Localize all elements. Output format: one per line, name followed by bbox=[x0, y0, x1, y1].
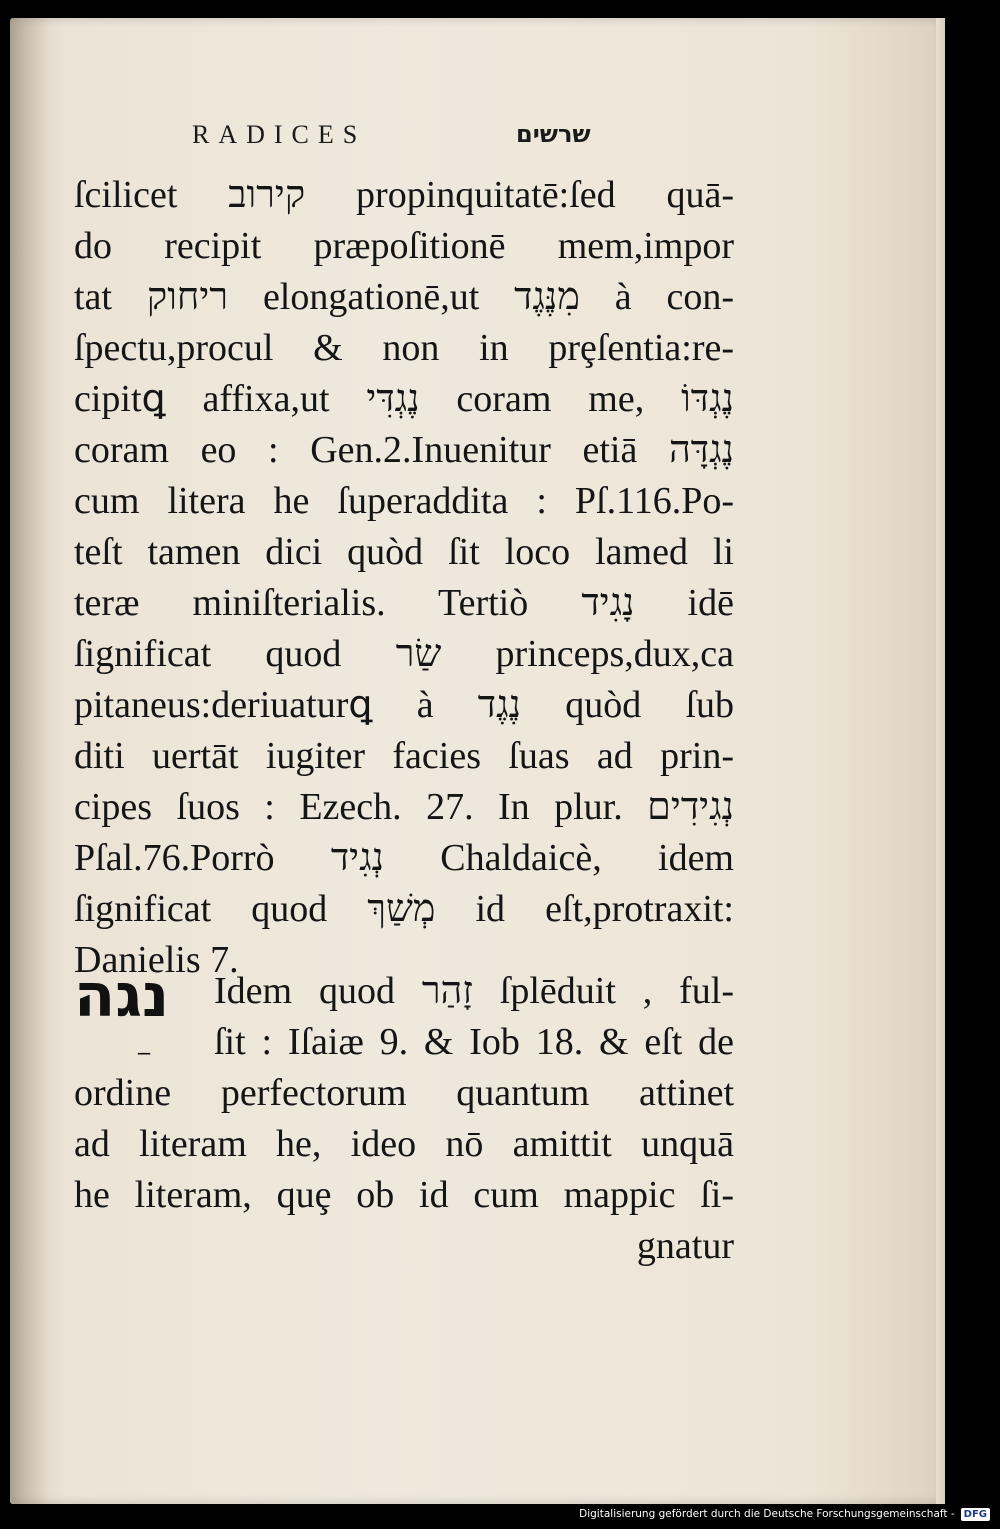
main-text bbox=[74, 170, 734, 986]
text-line: cum litera he ſuperaddita : Pſ.116.Po- bbox=[74, 480, 734, 522]
text-line: he literam, quȩ ob id cum mappic ſi- bbox=[74, 1174, 734, 1216]
text-line: cipes ſuos : Ezech. 27. In plur. נְגִידִים bbox=[74, 786, 734, 828]
continuation-text bbox=[74, 1068, 734, 1272]
text-line: ſignificat quod מְשַׁךְ id eſt,protraxit: bbox=[74, 888, 734, 930]
text-line: ſpectu,procul & non in prȩſentia:re- bbox=[74, 327, 734, 369]
entry-headword-block bbox=[74, 961, 214, 1066]
running-head-hebrew: שרשים bbox=[516, 120, 591, 148]
text-line: diti uertāt iugiter facies ſuas ad prin- bbox=[74, 735, 734, 777]
digitization-credit bbox=[579, 1505, 990, 1523]
dfg-logo: DFG bbox=[961, 1508, 990, 1521]
text-line: tat ריחוק elongationē,ut מִנֶּגֶד à con- bbox=[74, 276, 734, 318]
entry-line: Idem quod זָהַר ſplēduit , ful- bbox=[214, 970, 734, 1012]
text-line: coram eo : Gen.2.Inuenitur etiā נֶגְדָּה bbox=[74, 429, 734, 471]
running-head bbox=[0, 120, 1000, 160]
text-line: ad literam he, ideo nō amittit unquā bbox=[74, 1123, 734, 1165]
credit-text: Digitalisierung gefördert durch die Deutsche Forschungsgemeinschaft - bbox=[579, 1508, 955, 1520]
text-line: ordine perfectorum quantum attinet bbox=[74, 1072, 734, 1114]
text-line: pitaneus:deriuaturꝗ à נֶגֶד quòd ſub bbox=[74, 684, 734, 726]
text-line: teſt tamen dici quòd ſit loco lamed li bbox=[74, 531, 734, 573]
entry-line: ſit : Iſaiæ 9. & Iob 18. & eſt de bbox=[214, 1021, 734, 1063]
entry-text bbox=[214, 966, 734, 1068]
text-line: Danielis 7. bbox=[74, 939, 239, 981]
page-edge bbox=[936, 18, 945, 1504]
entry-vowel-points: ַ ַ bbox=[134, 1032, 153, 1057]
text-line: Pſal.76.Porrò נְגִיד Chaldaicè, idem bbox=[74, 837, 734, 879]
text-line: ſcilicet קירוב propinquitatē:ſed quā- bbox=[74, 174, 734, 216]
text-line: do recipit præpoſitionē mem,impor bbox=[74, 225, 734, 267]
entry-headword: נגה bbox=[74, 961, 170, 1031]
gutter-shadow bbox=[10, 18, 50, 1504]
catchword: gnatur bbox=[636, 1225, 734, 1267]
text-line: ſignificat quod שַׂר princeps,dux,ca bbox=[74, 633, 734, 675]
text-line: teræ miniſterialis. Tertiò נָגִיד idē bbox=[74, 582, 734, 624]
running-head-latin: RADICES bbox=[192, 120, 367, 149]
text-line: cipitꝗ affixa,ut נֶגְדִּי coram me, נֶגְדּוֹ bbox=[74, 378, 734, 420]
